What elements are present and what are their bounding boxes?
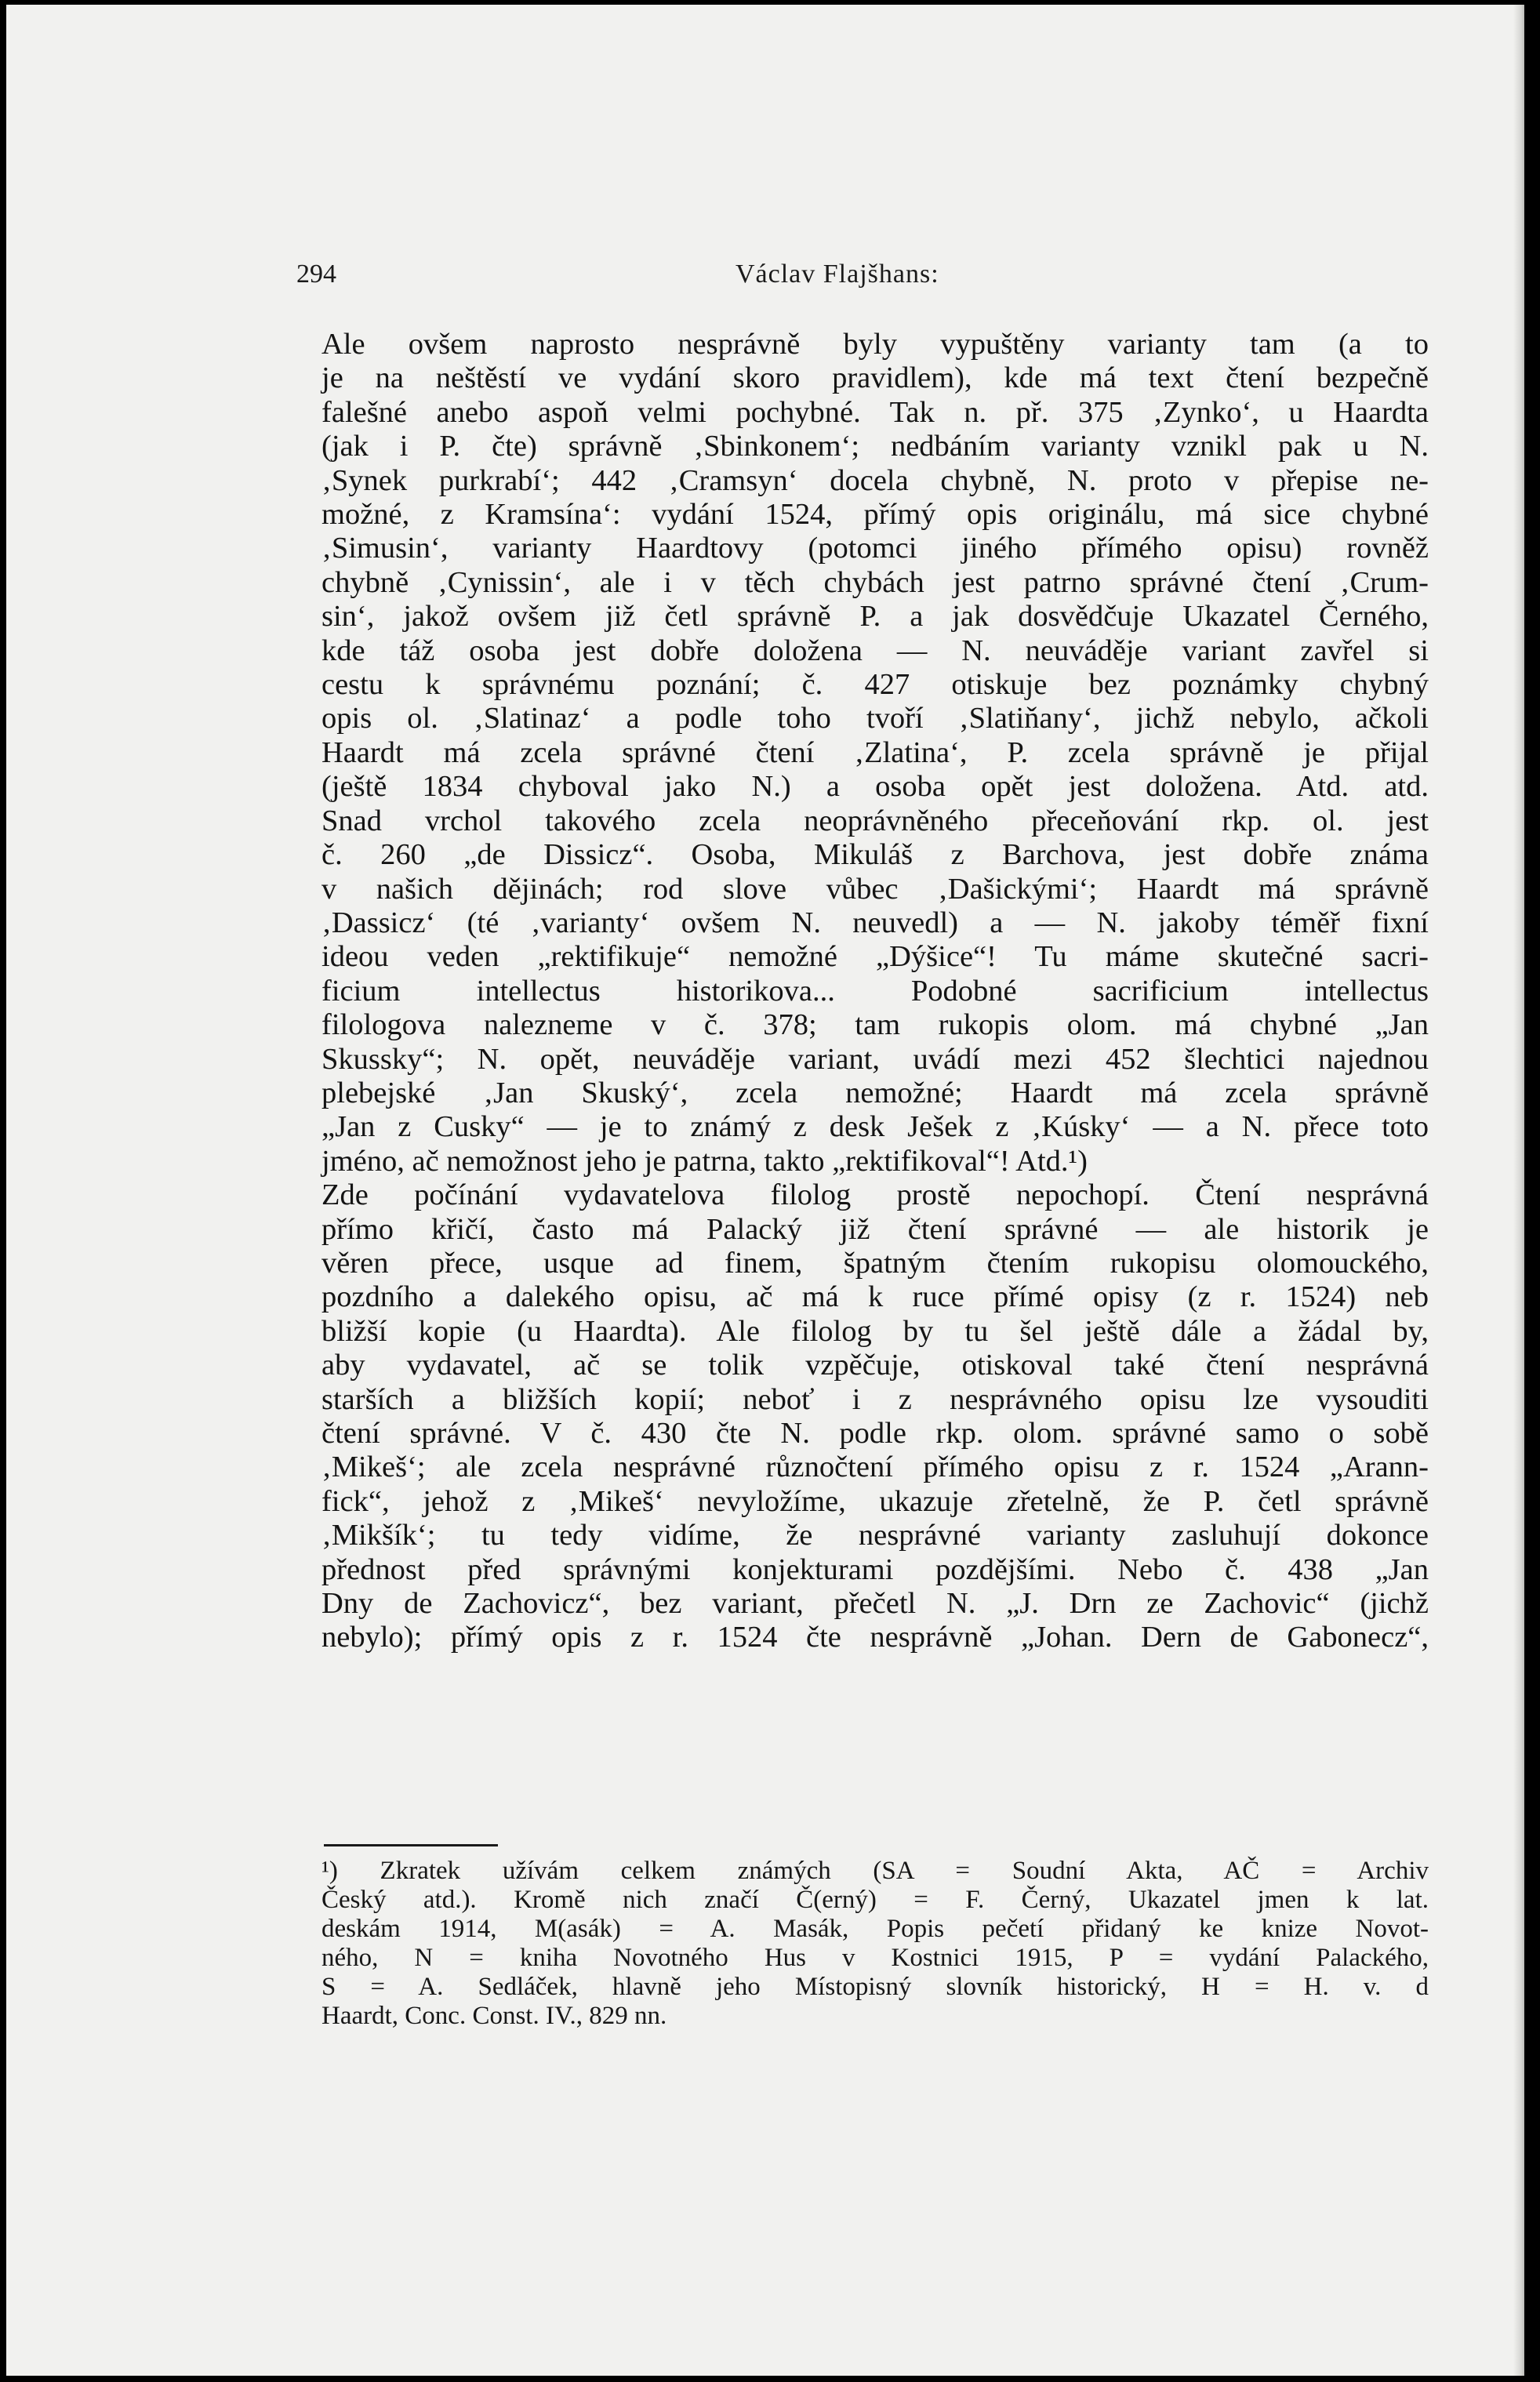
text-line: plebejské ‚Jan Skuský‘, zcela nemožné; Haardt má zcela správně bbox=[321, 1076, 1429, 1109]
text-line: chybně ‚Cynissin‘, ale i v těch chybách jest patrno správné čtení ‚Crum- bbox=[321, 565, 1429, 599]
running-head: Václav Flajšhans: bbox=[735, 260, 939, 289]
footnote-line: S = A. Sedláček, hlavně jeho Místopisný slovník historický, H = H. v. d bbox=[321, 1973, 1429, 2001]
text-line: (jak i P. čte) správně ‚Sbinkonem‘; nedbáním varianty vznikl pak u N. bbox=[321, 430, 1429, 463]
text-line: je na neštěstí ve vydání skoro pravidlem), kde má text čtení bezpečně bbox=[321, 361, 1429, 395]
text-line: pozdního a dalekého opisu, ač má k ruce přímé opisy (z r. 1524) neb bbox=[321, 1280, 1429, 1314]
text-line: čtení správné. V č. 430 čte N. podle rkp. olom. správné samo o sobě bbox=[321, 1417, 1429, 1450]
text-line: Skussky“; N. opět, neuváděje variant, uvádí mezi 452 šlechtici najednou bbox=[321, 1042, 1429, 1076]
text-line: ‚Mikeš‘; ale zcela nesprávné různočtení přímého opisu z r. 1524 „Arann- bbox=[321, 1451, 1429, 1484]
text-line: Haardt má zcela správné čtení ‚Zlatina‘, P. zcela správně je přijal bbox=[321, 735, 1429, 769]
footnote-line: ného, N = kniha Novotného Hus v Kostnici 1915, P = vydání Palackého, bbox=[321, 1944, 1429, 1972]
text-line: nebylo); přímý opis z r. 1524 čte nesprávně „Johan. Dern de Gabonecz“, bbox=[321, 1621, 1429, 1654]
text-line: filologova nalezneme v č. 378; tam rukopis olom. má chybné „Jan bbox=[321, 1008, 1429, 1042]
text-line: cestu k správnému poznání; č. 427 otiskuje bez poznámky chybný bbox=[321, 668, 1429, 702]
text-line: přednost před správnými konjekturami pozdějšími. Nebo č. 438 „Jan bbox=[321, 1552, 1429, 1586]
footnote-line: deskám 1914, M(asák) = A. Masák, Popis pečetí přidaný ke knize Novot- bbox=[321, 1915, 1429, 1943]
text-line: „Jan z Cusky“ — je to známý z desk Ješek z ‚Kúsky‘ — a N. přece toto bbox=[321, 1110, 1429, 1144]
footnote-line: Český atd.). Kromě nich značí Č(erný) = F. Černý, Ukazatel jmen k lat. bbox=[321, 1886, 1429, 1914]
page-number: 294 bbox=[296, 260, 336, 289]
text-line: ficium intellectus historikova... Podobné sacrificium intellectus bbox=[321, 974, 1429, 1008]
footnote-line: Haardt, Conc. Const. IV., 829 nn. bbox=[321, 2002, 667, 2030]
text-line: ‚Simusin‘, varianty Haardtovy (potomci jiného přímého opisu) rovněž bbox=[321, 532, 1429, 565]
text-line: č. 260 „de Dissicz“. Osoba, Mikuláš z Barchova, jest dobře známa bbox=[321, 838, 1429, 872]
text-line: ‚Synek purkrabí‘; 442 ‚Cramsyn‘ docela chybně, N. proto v přepise ne- bbox=[321, 463, 1429, 497]
text-line: ideou veden „rektifikuje“ nemožné „Dýšice“! Tu máme skutečné sacri- bbox=[321, 940, 1429, 974]
text-line: starších a bližších kopií; neboť i z nesprávného opisu lze vysouditi bbox=[321, 1382, 1429, 1416]
text-line: opis ol. ‚Slatinaz‘ a podle toho tvoří ‚Slatiňany‘, jichž nebylo, ačkoli bbox=[321, 702, 1429, 735]
text-line: ‚Mikšík‘; tu tedy vidíme, že nesprávné varianty zasluhují dokonce bbox=[321, 1519, 1429, 1552]
footnote-line: ¹) Zkratek užívám celkem známých (SA = Soudní Akta, AČ = Archiv bbox=[321, 1857, 1429, 1885]
text-line: fick“, jehož z ‚Mikeš‘ nevyložíme, ukazuje zřetelně, že P. četl správně bbox=[321, 1484, 1429, 1518]
page-header bbox=[296, 260, 1418, 299]
text-line: v našich dějinách; rod slove vůbec ‚Dašickými‘; Haardt má správně bbox=[321, 872, 1429, 906]
text-line: jméno, ač nemožnost jeho je patrna, takto „rektifikoval“! Atd.¹) bbox=[321, 1144, 1088, 1178]
text-line: Snad vrchol takového zcela neoprávněného přeceňování rkp. ol. jest bbox=[321, 804, 1429, 837]
document-page bbox=[6, 5, 1524, 2376]
text-line: (ještě 1834 chyboval jako N.) a osoba opět jest doložena. Atd. atd. bbox=[321, 770, 1429, 804]
text-line: bližší kopie (u Haardta). Ale filolog by tu šel ještě dále a žádal by, bbox=[321, 1314, 1429, 1348]
scan-edge bbox=[1513, 5, 1524, 2376]
body-text bbox=[321, 328, 1429, 1655]
footnote-separator bbox=[324, 1844, 498, 1846]
text-line: aby vydavatel, ač se tolik vzpěčuje, otiskoval také čtení nesprávná bbox=[321, 1349, 1429, 1382]
text-line: přímo křičí, často má Palacký již čtení správné — ale historik je bbox=[321, 1212, 1429, 1246]
text-line: věren přece, usque ad finem, špatným čtením rukopisu olomouckého, bbox=[321, 1246, 1429, 1280]
text-line: Dny de Zachovicz“, bez variant, přečetl N. „J. Drn ze Zachovic“ (jichž bbox=[321, 1587, 1429, 1621]
text-line: Ale ovšem naprosto nesprávně byly vypuštěny varianty tam (a to bbox=[321, 328, 1429, 361]
text-line: kde táž osoba jest dobře doložena — N. neuváděje variant zavřel si bbox=[321, 634, 1429, 667]
text-line: Zde počínání vydavatelova filolog prostě nepochopí. Čtení nesprávná bbox=[321, 1178, 1429, 1212]
text-line: ‚Dassicz‘ (té ‚varianty‘ ovšem N. neuvedl) a — N. jakoby téměř fixní bbox=[321, 906, 1429, 939]
text-line: možné, z Kramsína‘: vydání 1524, přímý opis originálu, má sice chybné bbox=[321, 498, 1429, 532]
footnotes bbox=[321, 1857, 1429, 2031]
text-line: sin‘, jakož ovšem již četl správně P. a jak dosvědčuje Ukazatel Černého, bbox=[321, 600, 1429, 634]
text-line: falešné anebo aspoň velmi pochybné. Tak n. př. 375 ‚Zynko‘, u Haardta bbox=[321, 395, 1429, 429]
